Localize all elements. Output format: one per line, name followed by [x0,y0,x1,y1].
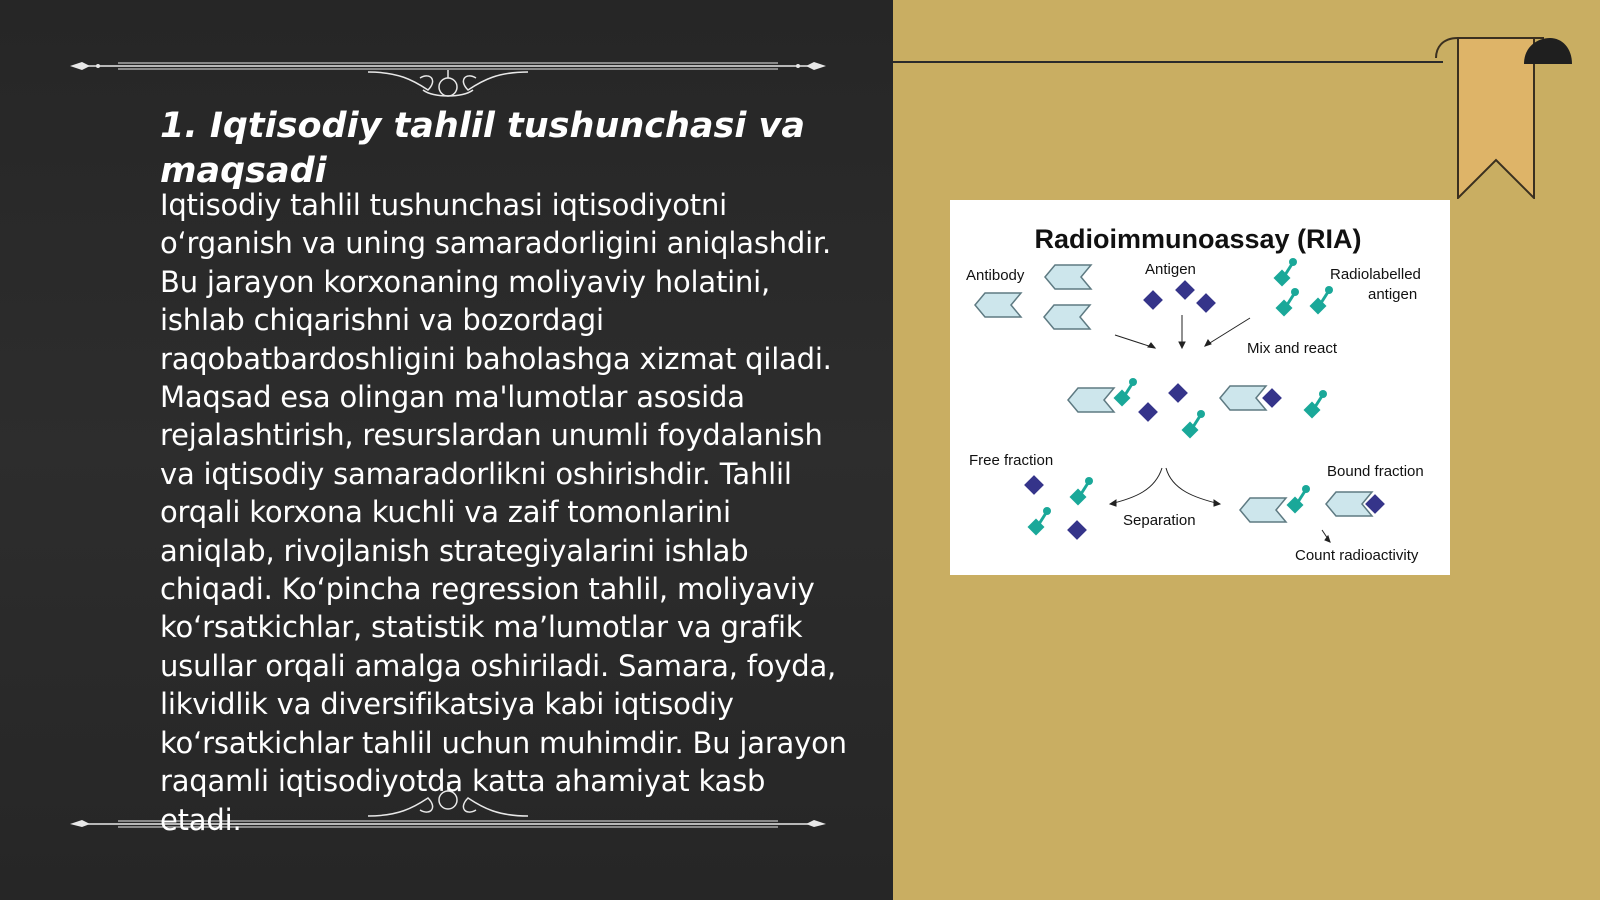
labelled-antigen-4 [1114,378,1137,406]
antibody-shape-2 [975,293,1021,317]
antigen-shape-3 [1196,293,1216,313]
antigen-shape-8 [1067,520,1087,540]
labelled-antigen-5 [1182,410,1205,438]
antigen-shape-7 [1024,475,1044,495]
slide-body-text: Iqtisodiy tahlil tushunchasi iqtisodiyotni o‘rganish va uning samaradorligini aniqlashdir. Bu jarayon korxonaning moliyaviy holatini, ishlab chiqarishni va bozordagi raqobatbardoshligini baholashga xizmat qiladi. Maqsad esa olingan ma'lumotlar asosida rejalashtirish, resurslardan unumli foydalanish va iqtisodiy samaradorlikni oshirishdir. Tahlil orqali korxona kuchli va zaif tomonlarini aniqlab, rivojlanish strategiyalarini ishlab chiqadi. Ko‘pincha regression tahlil, moliyaviy ko‘rsatkichlar, statistik ma’lumotlar va grafik usullar orqali amalga oshiriladi. Samara, foyda, likvidlik va diversifikatsiya kabi iqtisodiy ko‘rsatkichlar tahlil uchun muhimdir. Bu jarayon raqamli iqtisodiyotda katta ahamiyat kasb etadi. [160,188,847,837]
figure-title: Radioimmunoassay (RIA) [1034,224,1362,254]
labelled-antigen-1 [1274,258,1297,286]
labelled-antigen-3 [1310,286,1333,314]
antibody-shape-1 [1045,265,1091,289]
label-antigen: Antigen [1145,261,1196,278]
label-radiolabelled-1: Radiolabelled [1330,266,1421,283]
antibody-shape-5 [1220,386,1266,410]
slide-title: 1. Iqtisodiy tahlil tushunchasi va maqsadi [160,106,805,191]
label-count-radioactivity: Count radioactivity [1295,547,1419,564]
antigen-shape-6 [1262,388,1282,408]
labelled-antigen-2 [1276,288,1299,316]
antigen-shape-4 [1168,383,1188,403]
ria-diagram-image [950,200,1450,575]
antigen-shape-5 [1138,402,1158,422]
labelled-antigen-8 [1028,507,1051,535]
labelled-antigen-9 [1287,485,1310,513]
labelled-antigen-6 [1304,390,1327,418]
antibody-shape-3 [1044,305,1090,329]
label-antibody: Antibody [966,267,1025,284]
top-rule [893,61,1443,63]
antibody-shape-6 [1240,498,1286,522]
ornament-top-icon [68,50,828,100]
label-separation: Separation [1123,512,1196,529]
antigen-shape-1 [1143,290,1163,310]
bookmark-ribbon-icon [1434,34,1574,199]
label-bound-fraction: Bound fraction [1327,463,1424,480]
label-radiolabelled-2: antigen [1368,286,1418,303]
antibody-shape-4 [1068,388,1114,412]
labelled-antigen-7 [1070,477,1093,505]
label-free-fraction: Free fraction [969,452,1054,469]
antibody-shape-7 [1326,492,1372,516]
label-mix-and-react: Mix and react [1247,340,1338,357]
antigen-shape-2 [1175,280,1195,300]
